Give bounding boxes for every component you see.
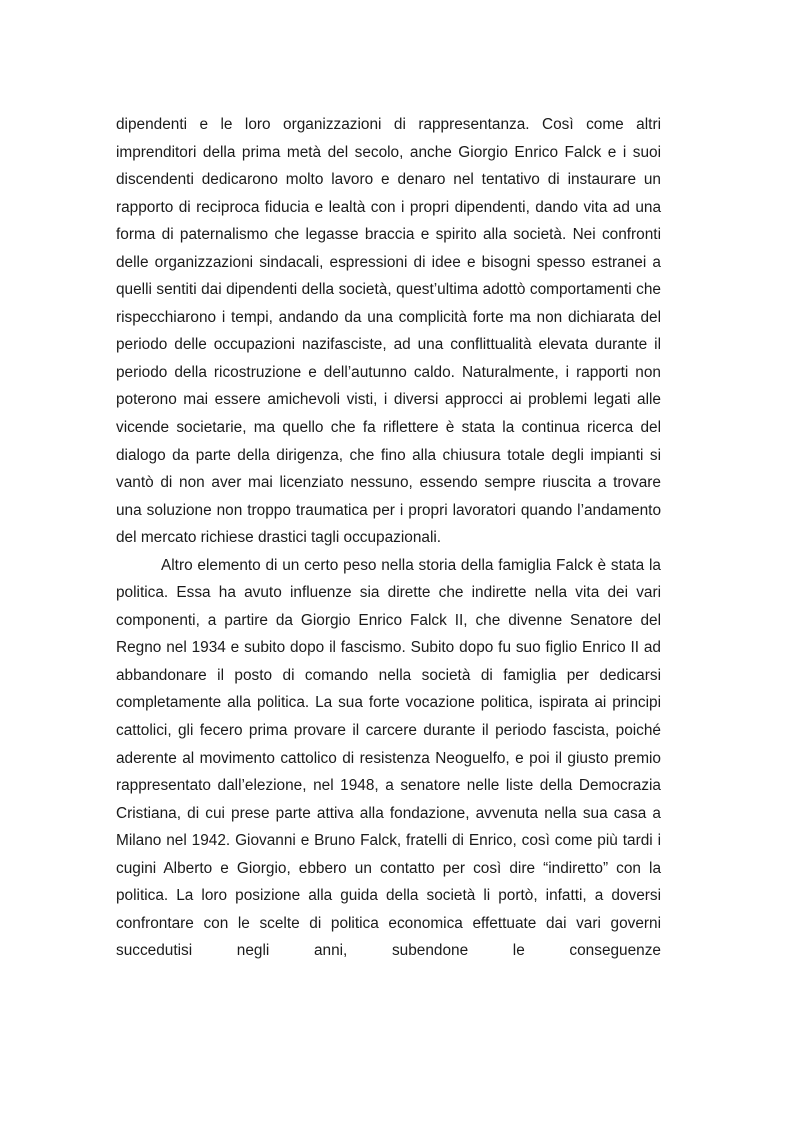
document-body bbox=[116, 111, 661, 965]
paragraph-continued: dipendenti e le loro organizzazioni di rappresentanza. Così come altri imprenditori della prima metà del secolo, anche Giorgio Enrico Falck e i suoi discendenti dedicarono molto lavoro e denaro nel tentativo di instaurare un rapporto di reciproca fiducia e lealtà con i propri dipendenti, dando vita ad una forma di paternalismo che legasse braccia e spirito alla società. Nei confronti delle organizzazioni sindacali, espressioni di idee e bisogni spesso estranei a quelli sentiti dai dipendenti della società, quest’ultima adottò comportamenti che rispecchiarono i tempi, andando da una complicità forte ma non dichiarata del periodo delle occupazioni nazifasciste, ad una conflittualità elevata durante il periodo della ricostruzione e dell’autunno caldo. Naturalmente, i rapporti non poterono mai essere amichevoli visti, i diversi approcci ai problemi legati alle vicende societarie, ma quello che fa riflettere è stata la continua ricerca del dialogo da parte della dirigenza, che fino alla chiusura totale degli impianti si vantò di non aver mai licenziato nessuno, essendo sempre riuscita a trovare una soluzione non troppo traumatica per i propri lavoratori quando l’andamento del mercato richiese drastici tagli occupazionali. bbox=[116, 116, 661, 547]
paragraph-politics: Altro elemento di un certo peso nella storia della famiglia Falck è stata la politica. Essa ha avuto influenze sia dirette che indirette nella vita dei vari componenti, a partire da Giorgio Enrico Falck II, che divenne Senatore del Regno nel 1934 e subito dopo il fascismo. Subito dopo fu suo figlio Enrico II ad abbandonare il posto di comando nella società di famiglia per dedicarsi completamente alla politica. La sua forte vocazione politica, ispirata ai principi cattolici, gli fecero prima provare il carcere durante il periodo fascista, poiché aderente al movimento cattolico di resistenza Neoguelfo, e poi il giusto premio rappresentato dall’elezione, nel 1948, a senatore nelle liste della Democrazia Cristiana, di cui prese parte attiva alla fondazione, avvenuta nella sua casa a Milano nel 1942. Giovanni e Bruno Falck, fratelli di Enrico, così come più tardi i cugini Alberto e Giorgio, ebbero un contatto per così dire “indiretto” con la politica. La loro posizione alla guida della società li portò, infatti, a doversi confrontare con le scelte di politica economica effettuate dai vari governi succedutisi negli anni, subendone le conseguenze bbox=[116, 556, 661, 960]
